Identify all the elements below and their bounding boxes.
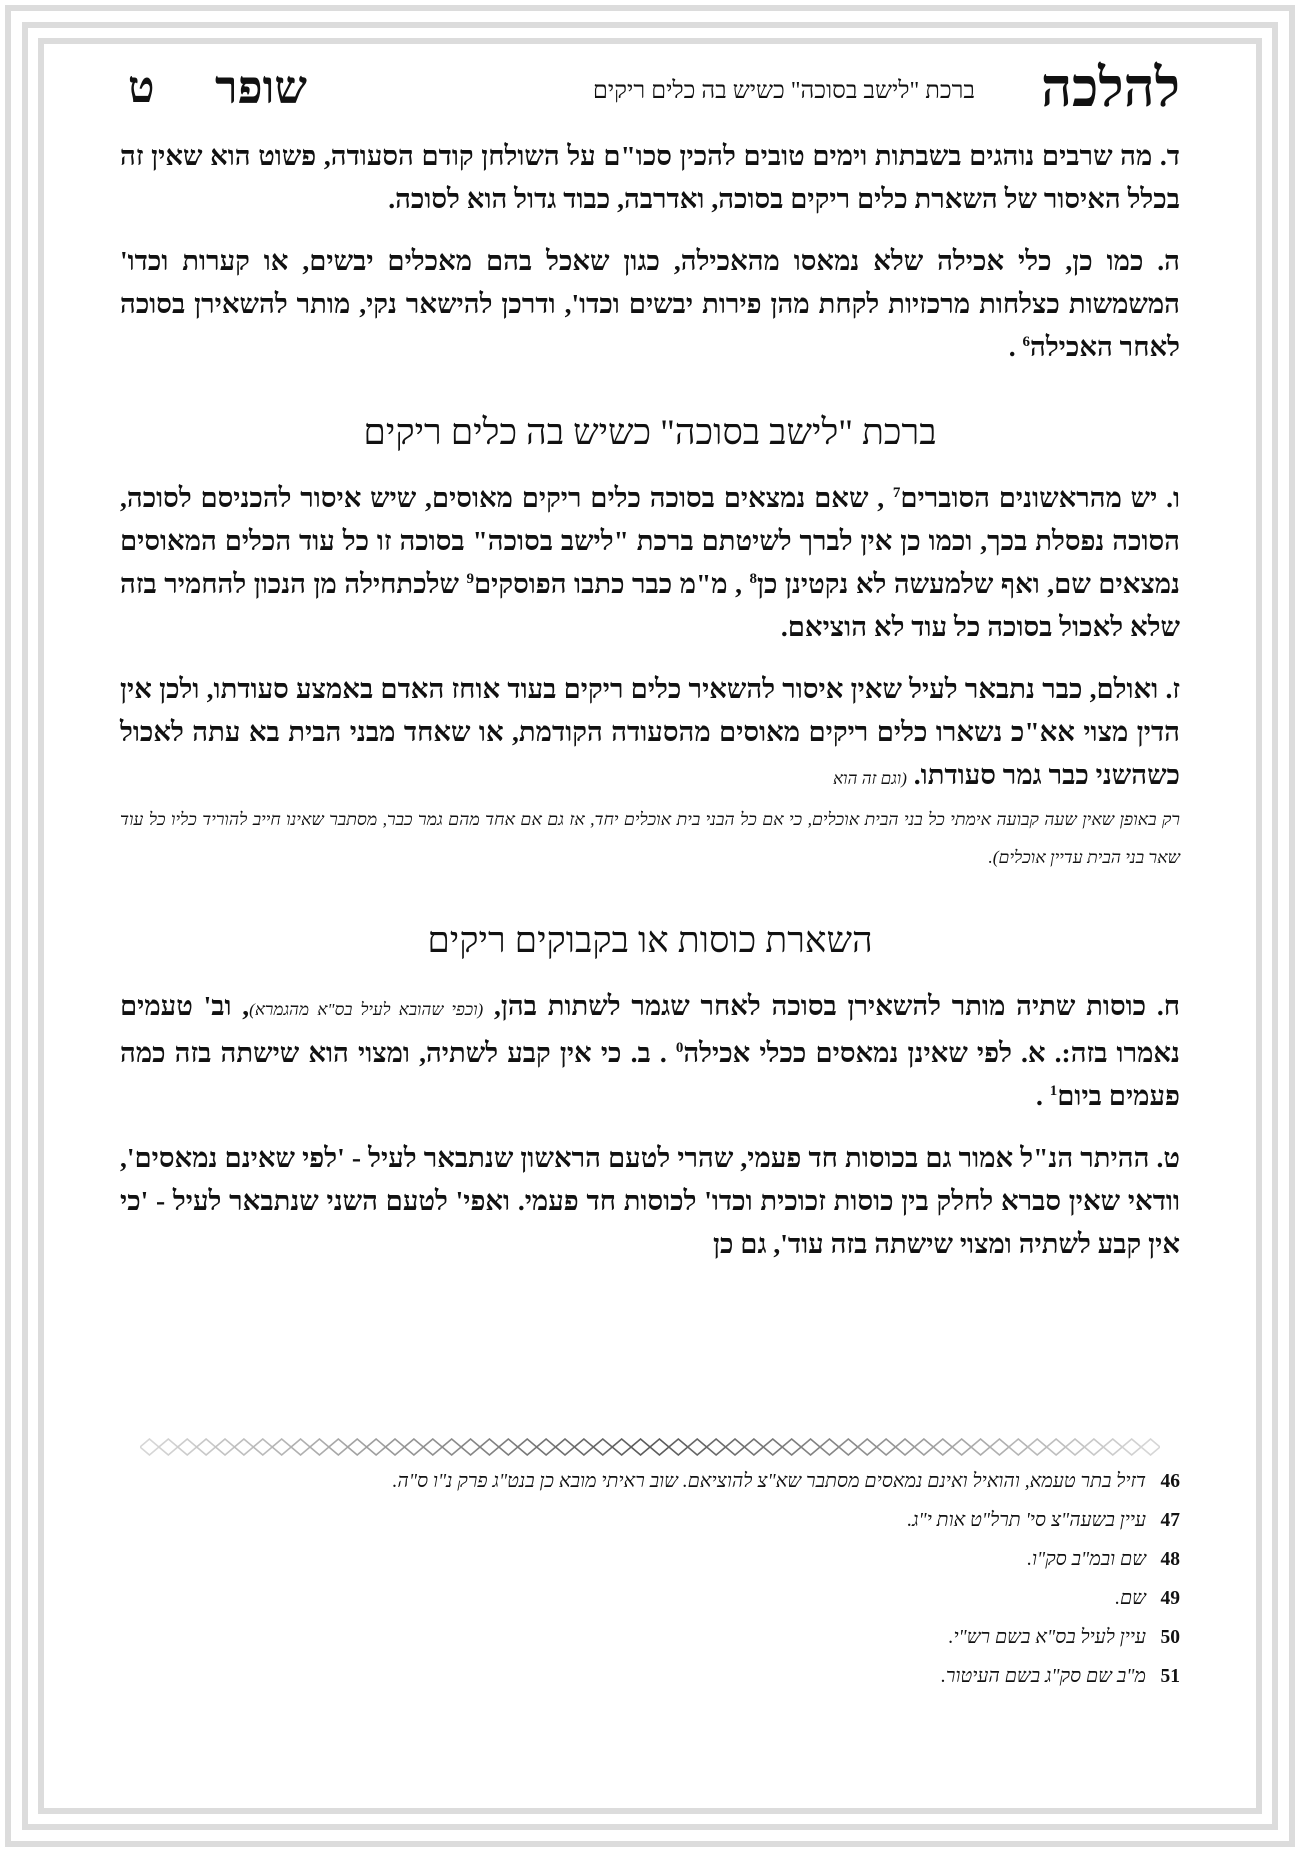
footnote-text: דזיל בתר טעמא, והואיל ואינם נמאסים מסתבר שא"צ להוציאם. שוב ראיתי מובא כן בנט"ג פרק נ"ו ס"ה. <box>392 1471 1146 1492</box>
paragraph-text: . <box>1036 1080 1050 1111</box>
paragraph-text: . ב. כי אין קבע לשתיה, ומצוי הוא שישתה בזה כמה פעמים ביום <box>120 1037 1180 1111</box>
footnote-text: עיין בשעה"צ סי' תרל"ט אות י"ג. <box>907 1510 1146 1531</box>
footnote-text: עיין לעיל בס"א בשם רש"י. <box>948 1627 1146 1648</box>
footnote-ref[interactable]: 1 <box>1049 1082 1058 1099</box>
paragraph-text: ח. כוסות שתיה מותר להשאירן בסוכה לאחר שגמר לשתות בהן, <box>483 990 1180 1021</box>
footnote-number: 50 <box>1160 1627 1180 1648</box>
page-number: ט <box>128 63 155 112</box>
footnote-ref[interactable]: 6 <box>1022 333 1030 350</box>
footnote-number: 48 <box>1160 1549 1180 1570</box>
footnote-item <box>120 1579 1180 1618</box>
footnote-item <box>120 1462 1180 1501</box>
paragraph-text: , מ"מ כבר כתבו הפוסקים <box>473 568 750 599</box>
parenthetical-note-continued: רק באופן שאין שעה קבועה אימתי כל בני הבית אוכלים, כי אם כל הבני בית אוכלים יחד, אז גם אם אחד מהם גמר כבר, מסתבר שאינו חייב להוריד כליו כל עוד שאר בני הבית עדיין אוכלים). <box>120 809 1180 867</box>
footnote-item <box>120 1618 1180 1657</box>
footnote-number: 51 <box>1160 1666 1180 1687</box>
paragraph-text: , וב' טעמים נאמרו בזה:. א. לפי שאינן נמאסים ככלי אכילה <box>120 990 1181 1068</box>
paragraph-zayin <box>120 667 1180 876</box>
paragraph-chet <box>120 984 1180 1117</box>
footnote-ref[interactable]: 8 <box>749 570 757 587</box>
footnote-number: 49 <box>1160 1588 1180 1609</box>
paragraph-text: ה. כמו כן, כלי אכילה שלא נמאסו מהאכילה, כגון שאכל בהם מאכלים יבשים, או קערות וכדו' המשמשות כצלחות מרכזיות לקחת מהן פירות יבשים וכדו', ודרכן להישאר נקי, מותר להשאירן בסוכה לאחר האכילה <box>120 245 1180 362</box>
section-heading: ברכת "לישב בסוכה" כשיש בה כלים ריקים <box>363 412 937 452</box>
paragraph-text: ז. ואולם, כבר נתבאר לעיל שאין איסור להשאיר כלים ריקים בעוד אוחז האדם באמצע סעודתו, ולכן אין הדין מצוי אא"כ נשארו כלים ריקים מאוסים מהסעודה הקודמת, או שאחד מבני הבית בא עתה לאכול כשהשני כבר גמר סעודתו. <box>120 673 1180 790</box>
paragraph-text: ט. ההיתר הנ"ל אמור גם בכוסות חד פעמי, שהרי לטעם הראשון שנתבאר לעיל - 'לפי שאינם נמאסים', וודאי שאין סברא לחלק בין כוסות זכוכית וכדו' לכוסות חד פעמי. ואפי' לטעם השני שנתבאר לעיל - 'כי אין קבע לשתיה ומצוי שישתה בזה עוד', גם כן <box>120 1142 1180 1259</box>
paragraph-text: שלכתחילה מן הנכון להחמיר בזה שלא לאכול בסוכה כל עוד לא הוציאם. <box>120 568 1180 642</box>
book-title: להלכה <box>1040 58 1180 118</box>
footnote-text: שם ובמ"ב סק"ו. <box>1027 1549 1146 1570</box>
paragraph-vav <box>120 476 1180 648</box>
topic-title: שופר <box>215 62 307 113</box>
footnote-number: 47 <box>1160 1510 1180 1531</box>
footnote-number: 46 <box>1160 1471 1180 1492</box>
paragraph-text: ו. יש מהראשונים הסוברים <box>900 482 1181 513</box>
footnote-item <box>120 1501 1180 1540</box>
footnotes <box>120 1462 1180 1696</box>
section-heading: השארת כוסות או בקבוקים ריקים <box>427 920 873 960</box>
footnote-ref[interactable]: 0 <box>675 1039 684 1056</box>
paragraph-tail: . <box>1008 331 1023 362</box>
footnote-item <box>120 1540 1180 1579</box>
paragraph-text: , שאם נמצאים בסוכה כלים ריקים מאוסים, שיש איסור להכניסם לסוכה, הסוכה נפסלת בכך, וכמו כן אין לברך לשיטתם ברכת "לישב בסוכה" בסוכה זו כל עוד הכלים המאוסים נמצאים שם, ואף שלמעשה לא נקטינן כן <box>120 482 1180 599</box>
page-content <box>120 48 1180 1284</box>
parenthetical-note: (וכפי שהובא לעיל בס"א מהגמרא) <box>249 1000 484 1019</box>
paragraph-heh <box>120 239 1180 368</box>
footnote-divider <box>140 1438 1160 1456</box>
running-head: ברכת "לישב בסוכה" כשיש בה כלים ריקים <box>592 78 975 104</box>
footnote-text: מ"ב שם סק"ג בשם העיטור. <box>941 1666 1146 1687</box>
paragraph-text: ד. מה שרבים נוהגים בשבתות וימים טובים להכין סכו"ם על השולחן קודם הסעודה, פשוט הוא שאין זה בכלל האיסור של השארת כלים ריקים בסוכה, ואדרבה, כבוד גדול הוא לסוכה. <box>120 140 1180 214</box>
paragraph-tet <box>120 1136 1180 1265</box>
footnote-item <box>120 1657 1180 1696</box>
footnote-ref[interactable]: 9 <box>466 570 474 587</box>
footnote-ref[interactable]: 7 <box>892 484 901 501</box>
footnote-text: שם. <box>1115 1588 1146 1609</box>
paragraph-dalet <box>120 134 1180 220</box>
page-header <box>120 48 1180 128</box>
parenthetical-note: (וגם זה הוא <box>832 769 907 788</box>
